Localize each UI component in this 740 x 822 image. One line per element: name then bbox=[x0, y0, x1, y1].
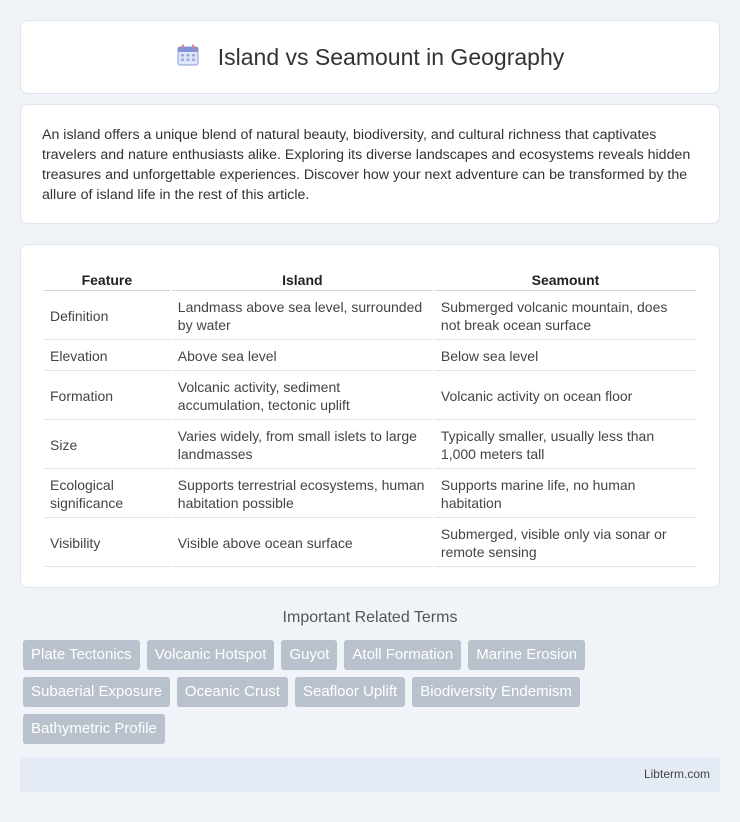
table-cell: Submerged, visible only via sonar or remote sensing bbox=[435, 520, 696, 567]
footer-site-link[interactable]: Libterm.com bbox=[643, 767, 710, 781]
table-cell: Visible above ocean surface bbox=[172, 520, 433, 567]
table-cell: Formation bbox=[44, 373, 170, 420]
page-title: Island vs Seamount in Geography bbox=[217, 43, 565, 70]
table-cell: Supports terrestrial ecosystems, human habitation possible bbox=[172, 471, 433, 518]
intro-paragraph: An island offers a unique blend of natural beauty, biodiversity, and cultural richness that captivates travelers and nature enthusiasts alike. Exploring its diverse landscapes and ecosystems reveals hidden treasures and unforgettable experiences. Discover how your next adventure can be transformed by the allure of island life in the rest of this article. bbox=[42, 127, 691, 203]
table-cell: Landmass above sea level, surrounded by water bbox=[172, 293, 433, 340]
table-row bbox=[44, 471, 696, 518]
table-row bbox=[44, 342, 696, 371]
tag-marine-erosion[interactable]: Marine Erosion bbox=[468, 640, 585, 670]
footer bbox=[20, 757, 720, 792]
tag-plate-tectonics[interactable]: Plate Tectonics bbox=[23, 640, 140, 670]
tag-atoll-formation[interactable]: Atoll Formation bbox=[344, 640, 461, 670]
comparison-table bbox=[42, 265, 698, 569]
tag-bathymetric-profile[interactable]: Bathymetric Profile bbox=[23, 714, 165, 744]
table-cell: Visibility bbox=[44, 520, 170, 567]
table-row bbox=[44, 520, 696, 567]
table-cell: Size bbox=[44, 422, 170, 469]
table-cell: Volcanic activity on ocean floor bbox=[435, 373, 696, 420]
intro-card bbox=[20, 104, 720, 224]
table-row bbox=[44, 373, 696, 420]
calendar-icon bbox=[176, 43, 200, 72]
tag-oceanic-crust[interactable]: Oceanic Crust bbox=[177, 677, 288, 707]
table-cell: Elevation bbox=[44, 342, 170, 371]
table-cell: Typically smaller, usually less than 1,000 meters tall bbox=[435, 422, 696, 469]
tag-seafloor-uplift[interactable]: Seafloor Uplift bbox=[295, 677, 405, 707]
table-cell: Volcanic activity, sediment accumulation, tectonic uplift bbox=[172, 373, 433, 420]
table-cell: Above sea level bbox=[172, 342, 433, 371]
header-island: Island bbox=[172, 267, 433, 291]
table-cell: Submerged volcanic mountain, does not break ocean surface bbox=[435, 293, 696, 340]
table-cell: Below sea level bbox=[435, 342, 696, 371]
table-row bbox=[44, 293, 696, 340]
related-terms-tags bbox=[23, 640, 703, 744]
table-cell: Ecological significance bbox=[44, 471, 170, 518]
table-cell: Supports marine life, no human habitation bbox=[435, 471, 696, 518]
table-header-row bbox=[44, 267, 696, 291]
tag-guyot[interactable]: Guyot bbox=[281, 640, 337, 670]
header-card bbox=[20, 20, 720, 94]
tag-subaerial-exposure[interactable]: Subaerial Exposure bbox=[23, 677, 170, 707]
related-terms-title: Important Related Terms bbox=[282, 609, 458, 626]
comparison-table-card bbox=[20, 244, 720, 588]
header-feature: Feature bbox=[44, 267, 170, 291]
header-seamount: Seamount bbox=[435, 267, 696, 291]
table-row bbox=[44, 422, 696, 469]
tag-biodiversity-endemism[interactable]: Biodiversity Endemism bbox=[412, 677, 580, 707]
table-cell: Varies widely, from small islets to large landmasses bbox=[172, 422, 433, 469]
title-wrap bbox=[176, 43, 564, 72]
table-cell: Definition bbox=[44, 293, 170, 340]
tag-volcanic-hotspot[interactable]: Volcanic Hotspot bbox=[147, 640, 275, 670]
